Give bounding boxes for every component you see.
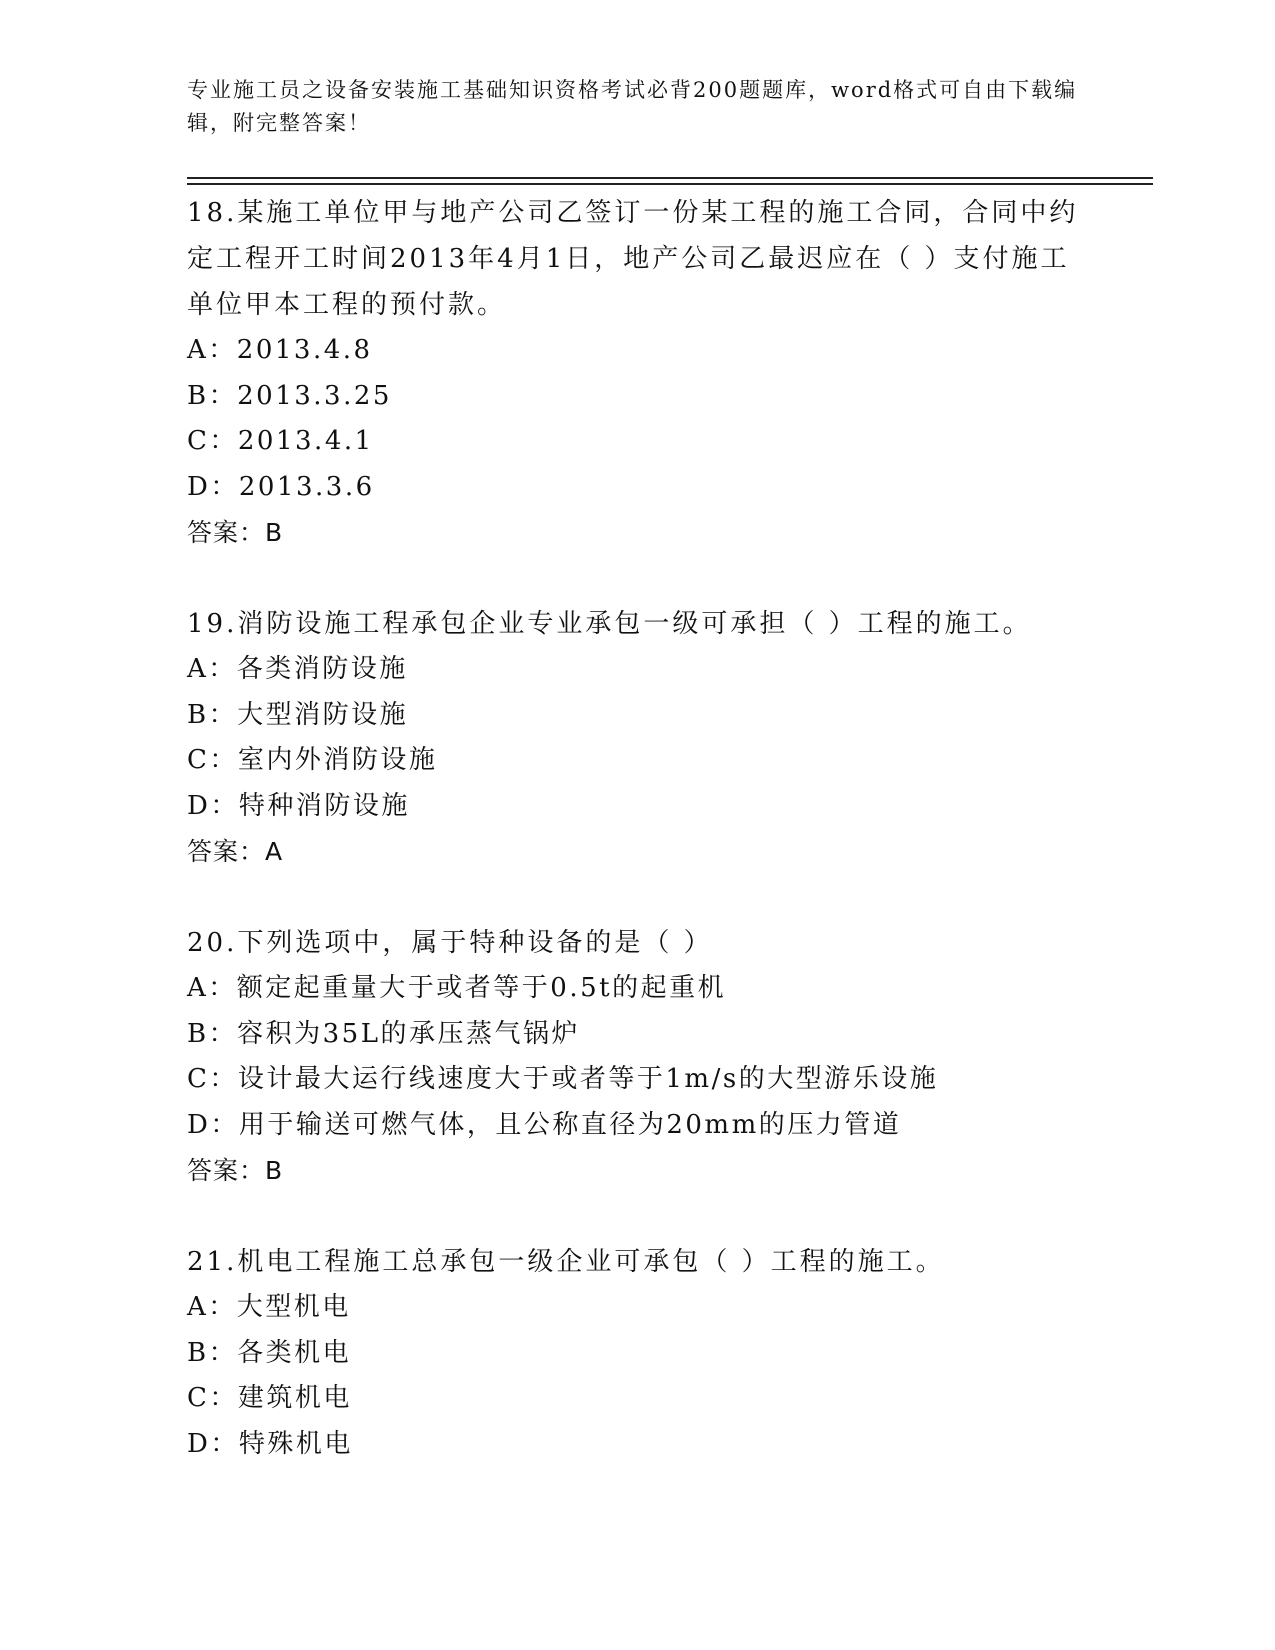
option-d: D：特殊机电 [187,1428,353,1459]
option-c: C：室内外消防设施 [187,745,438,775]
option-d: D：特种消防设施 [187,790,410,821]
option-a: A：2013.4.8 [187,335,373,365]
option-c: C：设计最大运行线速度大于或者等于1m/s的大型游乐设施 [187,1064,939,1094]
document-header: 专业施工员之设备安装施工基础知识资格考试必背200题题库，word格式可自由下载编辑，附完整答案！ [187,78,1078,135]
answer-line: 答案：A [187,837,284,866]
option-b: B：大型消防设施 [187,699,409,730]
option-d: D：用于输送可燃气体，且公称直径为20mm的压力管道 [187,1109,902,1140]
question-stem: 19.消防设施工程承包企业专业承包一级可承担（ ）工程的施工。 [187,609,1032,639]
answer-line: 答案：B [187,518,284,547]
option-c: C：建筑机电 [187,1383,352,1413]
option-c: C：2013.4.1 [187,426,374,456]
option-a: A：额定起重量大于或者等于0.5t的起重机 [187,973,727,1003]
option-d: D：2013.3.6 [187,471,375,502]
question-list [187,190,1087,1512]
option-a: A：大型机电 [187,1292,351,1322]
question-stem: 21.机电工程施工总承包一级企业可承包（ ）工程的施工。 [187,1247,945,1277]
question-stem: 18.某施工单位甲与地产公司乙签订一份某工程的施工合同，合同中约定工程开工时间2013年4月1日，地产公司乙最迟应在（ ）支付施工单位甲本工程的预付款。 [187,198,1079,320]
option-a: A：各类消防设施 [187,654,408,684]
answer-line: 答案：B [187,1156,284,1185]
question-stem: 20.下列选项中，属于特种设备的是（ ） [187,928,713,958]
question-20 [187,920,1087,1194]
question-18 [187,190,1087,556]
question-21 [187,1239,1087,1467]
option-b: B：2013.3.25 [187,380,392,411]
header-divider-top [187,177,1153,179]
header-divider-bottom [187,183,1153,185]
question-19 [187,601,1087,875]
option-b: B：容积为35L的承压蒸气锅炉 [187,1018,580,1049]
option-b: B：各类机电 [187,1337,352,1368]
